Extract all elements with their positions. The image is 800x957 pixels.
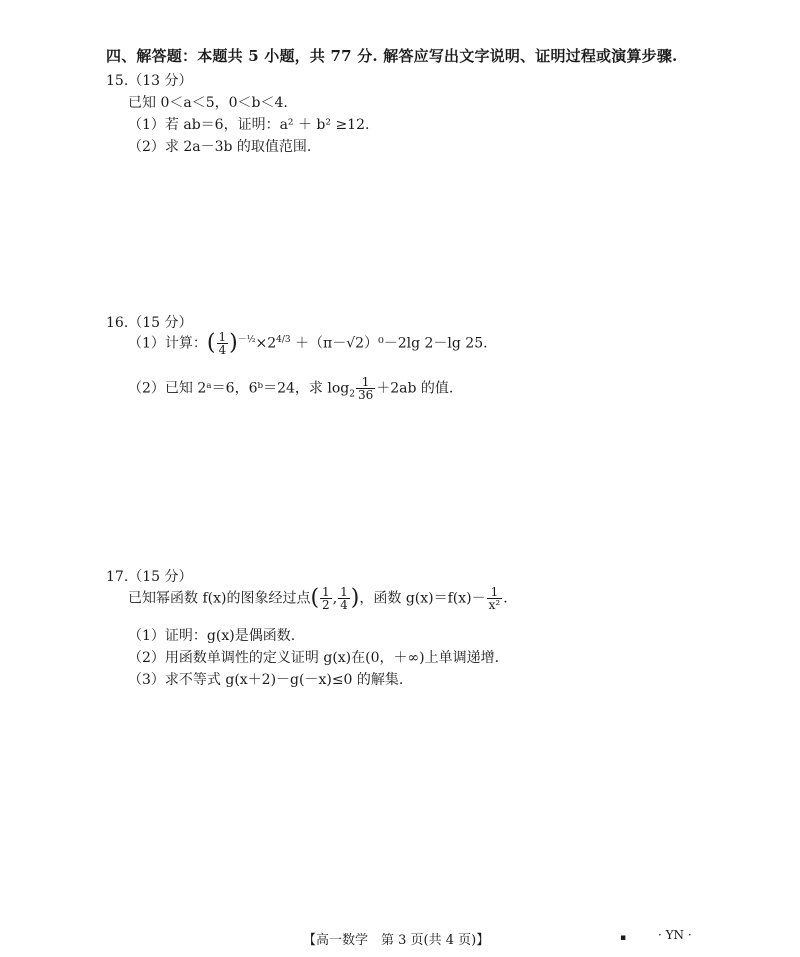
question-17-part-3: （3）求不等式 g(x＋2)－g(－x)≤0 的解集. — [128, 672, 404, 688]
q16-part1-prefix: （1）计算： — [128, 335, 207, 352]
q16-part1-exponent-2: 4/3 — [276, 334, 291, 345]
q17-premise-prefix: 已知幂函数 f(x)的图象经过点 — [128, 590, 311, 607]
footer-mark: ▪ — [620, 933, 627, 943]
question-17-premise: 已知幂函数 f(x)的图象经过点( $\frac{1}{2}$ , $\frac{1}{4}$ )，函数 g(x)＝f(x)－ $\frac{1}{\text{x²}}$ . — [128, 585, 508, 612]
q17-point-x: $\frac{1}{2}$ — [322, 585, 330, 612]
question-15-premise: 已知 0＜a＜5，0＜b＜4. — [128, 95, 288, 111]
q16-part2-fraction: $\frac{1}{36}$ — [357, 375, 374, 402]
question-17-number: 17.（15 分） — [106, 569, 193, 585]
q17-premise-mid: ，函数 g(x)＝f(x)－ — [359, 590, 486, 607]
q16-part2-log-base: 2 — [349, 389, 355, 400]
footer-code: · YN · — [658, 928, 692, 942]
q17-premise-end: . — [503, 590, 508, 607]
question-16-number: 16.（15 分） — [106, 315, 193, 331]
q16-part1-suffix: ＋（π－√2）⁰－2lg 2－lg 25. — [290, 335, 488, 352]
page-footer: 【高一数学 第 3 页(共 4 页)】 — [303, 933, 490, 948]
q16-part1-fraction: $\frac{1}{4}$ — [218, 330, 227, 357]
q16-part1-exponent-1: －½ — [237, 334, 256, 345]
q16-part2-prefix: （2）已知 2ᵃ＝6，6ᵇ＝24，求 log — [128, 380, 350, 397]
question-16-part-2 — [128, 376, 453, 401]
section-heading: 四、解答题：本题共 5 小题，共 77 分. 解答应写出文字说明、证明过程或演算步骤. — [106, 47, 678, 65]
q16-part1-mid: ×2 — [255, 335, 277, 352]
question-15-part-1: （1）若 ab＝6，证明：a² ＋ b² ≥12. — [128, 117, 370, 133]
q16-part2-suffix: ＋2ab 的值. — [376, 380, 454, 397]
question-15-number: 15.（13 分） — [106, 73, 193, 89]
question-16-part-1: （1）计算：( $\frac{1}{4}$ )$^{-\frac{1}{2}}\times 2^{4/3} +(\pi-√2)^0-2\lg$ 2－lg 25. — [128, 330, 488, 357]
question-17-part-2: （2）用函数单调性的定义证明 g(x)在(0，＋∞)上单调递增. — [128, 650, 500, 666]
question-17-part-1: （1）证明：g(x)是偶函数. — [128, 628, 296, 644]
q17-g-fraction: $\frac{1}{\text{x²}}$ — [488, 585, 501, 612]
q17-point-y: $\frac{1}{4}$ — [340, 585, 348, 612]
question-15-part-2: （2）求 2a－3b 的取值范围. — [128, 139, 312, 155]
